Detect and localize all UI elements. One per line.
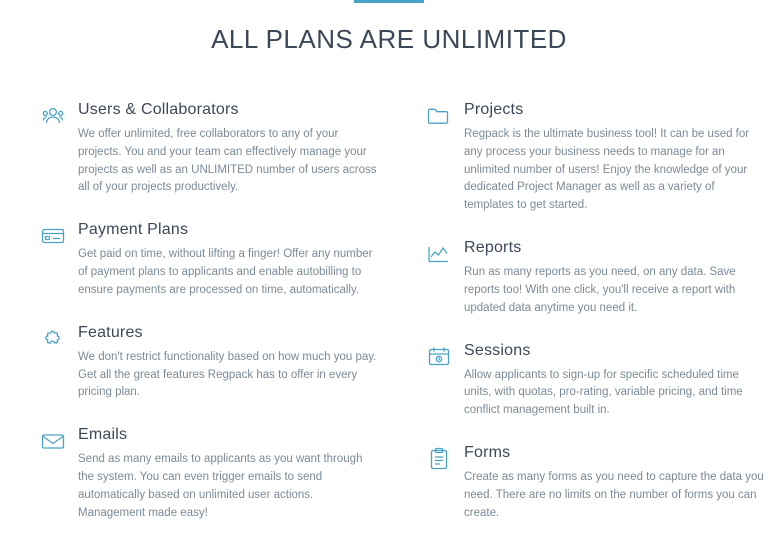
feature-text: Create as many forms as you need to capture the data you need. There are no limits on the number of forms you can create. — [464, 470, 764, 519]
feature-body — [464, 444, 776, 522]
feature-item — [426, 239, 776, 317]
envelope-icon — [40, 426, 78, 454]
feature-title: Features — [78, 323, 143, 341]
feature-text: Regpack is the ultimate business tool! It can be used for any process your business needs to manage for an unlimited number of users! Enjoy the knowledge of your dedicated Project Manager as well as a variety of templates to get started. — [464, 128, 750, 212]
feature-text: Allow applicants to sign-up for specific scheduled time units, with quotas, pro-rating, variable pricing, and time conflict management built in. — [464, 368, 743, 417]
feature-body — [78, 221, 390, 299]
feature-body — [78, 324, 390, 402]
feature-title: Forms — [464, 443, 511, 461]
feature-item — [40, 324, 390, 402]
puzzle-piece-icon — [40, 324, 78, 352]
feature-text: We offer unlimited, free collaborators to any of your projects. You and your team can effectively manage your projects as well as an UNLIMITED number of users across all of your projects productively. — [78, 128, 377, 194]
feature-title: Reports — [464, 239, 522, 257]
credit-card-icon — [40, 221, 78, 249]
left-feature-column — [40, 101, 390, 546]
feature-item — [426, 342, 776, 420]
feature-text: Get paid on time, without lifting a finger! Offer any number of payment plans to applicants and enable autobilling to ensure payments are processed on time, automatically. — [78, 248, 373, 296]
feature-title: Payment Plans — [78, 221, 189, 239]
feature-columns — [0, 55, 778, 546]
feature-title: Projects — [464, 101, 524, 118]
folder-icon — [426, 101, 464, 129]
feature-item — [426, 444, 776, 522]
right-feature-column — [426, 101, 776, 546]
feature-title: Emails — [78, 426, 128, 444]
clipboard-icon — [426, 444, 464, 472]
calendar-icon — [426, 342, 464, 370]
feature-text: We don't restrict functionality based on how much you pay. Get all the great features Regpack has to offer in every pricing plan. — [78, 350, 377, 399]
page-title: ALL PLANS ARE UNLIMITED — [211, 24, 567, 54]
users-icon — [40, 101, 78, 129]
feature-item — [40, 101, 390, 197]
chart-line-icon — [426, 239, 464, 267]
feature-body — [464, 101, 776, 215]
feature-body — [78, 426, 390, 522]
feature-title: Users & Collaborators — [78, 101, 239, 118]
feature-text: Run as many reports as you need, on any data. Save reports too! With one click, you'll receive a report with updated data anytime you need it. — [464, 266, 736, 314]
feature-body — [464, 239, 776, 317]
feature-title: Sessions — [464, 341, 531, 359]
feature-item — [40, 221, 390, 299]
feature-body — [464, 342, 776, 420]
accent-divider — [354, 0, 424, 3]
feature-item — [40, 426, 390, 522]
feature-body — [78, 101, 390, 197]
feature-item — [426, 101, 776, 215]
feature-text: Send as many emails to applicants as you want through the system. You can even trigger emails to send automatically based on unlimited user actions. Management made easy! — [78, 453, 363, 519]
